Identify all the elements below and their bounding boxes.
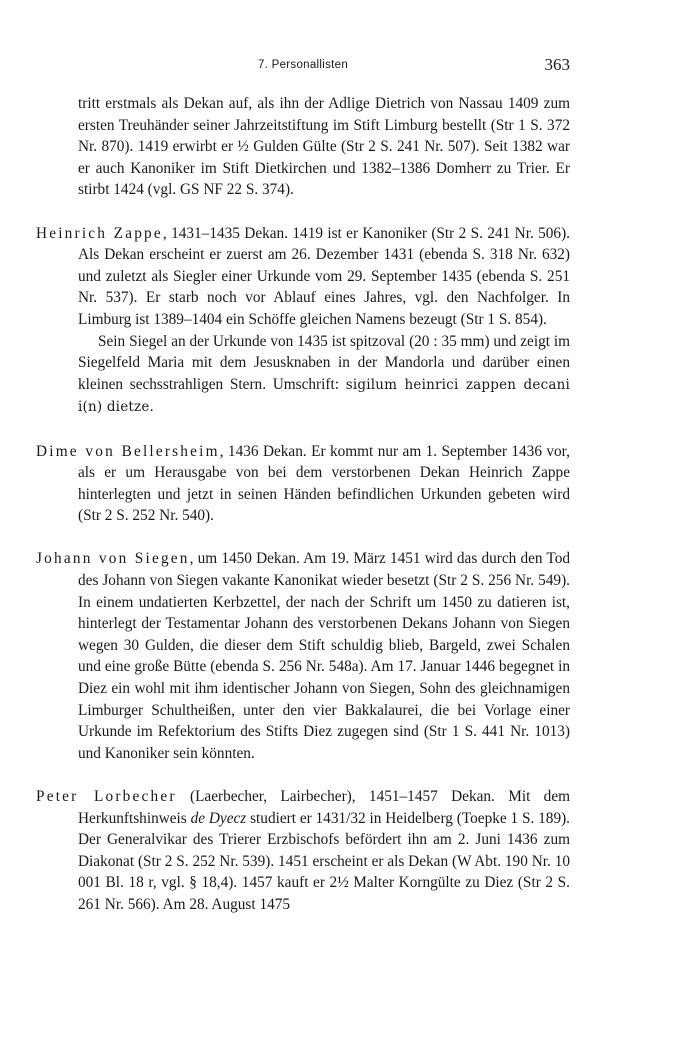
person-name: Johann von Siegen — [36, 550, 190, 568]
entry-text-continued: studiert er 1431/32 in Heidelberg (Toepke 1 S. 189). Der Generalvikar des Trierer Erzbischofs befördert ihn am 2. Juni 1436 zum Diakonat (Str 2 S. 252 Nr. 539). 1451 erscheint er als Dekan (W Abt. 190 Nr. 10 001 Bl. 18 r, vgl. § 18,4). 1457 kauft er 2½ Malter Korngülte zu Diez (Str 2 S. 261 Nr. 566). Am 28. August 1475 — [78, 809, 571, 913]
page-header — [36, 55, 570, 79]
person-name: Peter Lorbecher — [36, 788, 177, 805]
origin-reference: de Dyecz — [190, 809, 247, 827]
entry-text: , 1436 Dekan. Er kommt nur am 1. September 1436 vor, als er um Herausgabe von bei dem verstorbenen Dekan Heinrich Zappe hinterlegten und jetzt in seinen Händen befindlichen Urkunden gebeten wird (Str 2 S. 252 Nr. 540). — [78, 442, 570, 525]
person-name: Dime von Bellersheim — [36, 442, 220, 460]
page-number: 363 — [544, 55, 570, 74]
continuation-paragraph: tritt erstmals als Dekan auf, als ihn der Adlige Dietrich von Nassau 1409 zum ersten Treuhänder seiner Jahrzeitstiftung im Stift Limburg bestellt (Str 1 S. 372 Nr. 870). 1419 erwirbt er ½ Gulden Gülte (Str 2 S. 241 Nr. 507). Seit 1382 war er auch Kanoniker im Stift Dietkirchen und 1382–1386 Domherr zu Trier. Er stirbt 1424 (vgl. GS NF 22 S. 374). — [78, 95, 570, 199]
seal-text: Sein Siegel an der Urkunde von 1435 ist spitzoval (20 : 35 mm) und zeigt im Siegelfeld Maria mit dem Jesusknaben in der Mandorla und darüber einen kleinen sechsstrahligen Stern. Umschrift: — [78, 332, 570, 393]
entry-dime-von-bellersheim — [36, 441, 570, 527]
seal-legend: sigilum heinrici zappen decani i(n) dietze. — [78, 376, 570, 416]
body-text — [36, 93, 570, 937]
entry-heinrich-zappe — [36, 223, 570, 331]
entry-text: , um 1450 Dekan. Am 19. März 1451 wird das durch den Tod des Johann von Siegen vakante Kanonikat wieder besetzt (Str 2 S. 256 Nr. 549). In einem undatierten Kerbzettel, der nach der Schrift um 1450 zu datieren ist, hinterlegt der Testamentar Johann des verstorbenen Dekans Johann von Siegen wegen 30 Gulden, die dieser dem Stift schuldig blieb, Bargeld, zwei Schalen und eine große Bütte (ebenda S. 256 Nr. 548a). Am 17. Januar 1446 begegnet in Diez ein wohl mit ihm identischer Johann von Siegen, Sohn des gleichnamigen Limburger Schultheißen, unter den vier Bakkalaurei, die bei Vorlage einer Urkunde im Refektorium des Stifts Diez zugegen sind (Str 1 S. 441 Nr. 1013) und Kanoniker sein könnten. — [78, 550, 570, 762]
entry-text: (Laerbecher, Lairbecher), 1451–1457 Dekan. Mit dem Herkunftshinweis — [78, 788, 571, 827]
entry-text: , 1431–1435 Dekan. 1419 ist er Kanoniker (Str 2 S. 241 Nr. 506). Als Dekan erscheint er zuerst am 26. Dezember 1431 (ebenda S. 318 Nr. 632) und zuletzt als Siegler einer Urkunde vom 29. September 1435 (ebenda S. 251 Nr. 537). Er starb noch vor Ablauf eines Jahres, vgl. den Nachfolger. In Limburg ist 1389–1404 ein Schöffe gleichen Namens bezeugt (Str 1 S. 854). — [78, 224, 570, 328]
entry-peter-lorbecher — [36, 786, 570, 916]
seal-description — [78, 331, 570, 419]
entry-johann-von-siegen — [36, 548, 570, 764]
running-title: 7. Personallisten — [257, 59, 349, 71]
person-name: Heinrich Zappe — [36, 224, 163, 242]
